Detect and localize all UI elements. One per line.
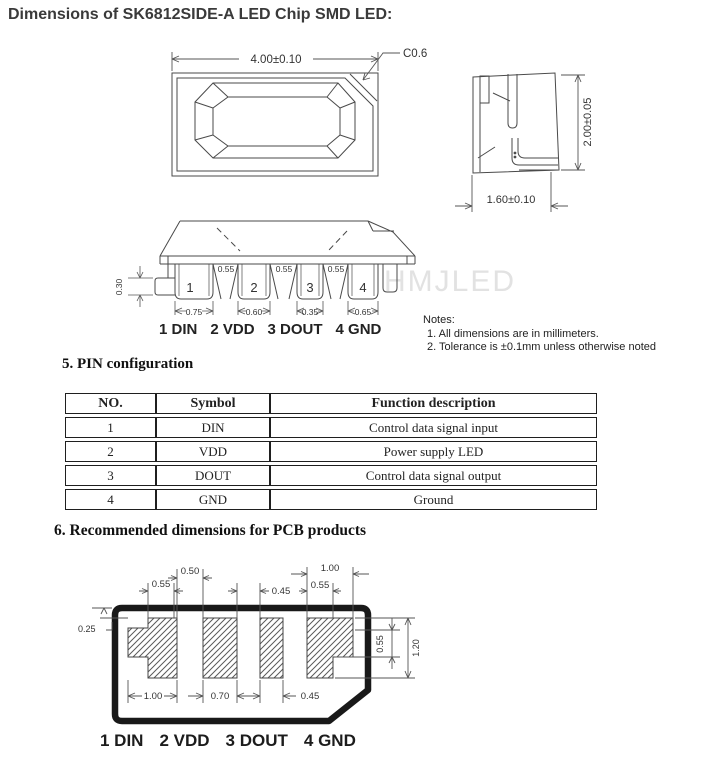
page-title: Dimensions of SK6812SIDE-A LED Chip SMD LED:: [8, 6, 393, 23]
section-5-heading: 5. PIN configuration: [62, 356, 194, 372]
pcb-bottom-dim-045: 0.45: [300, 691, 320, 702]
front-view-bottom-dim-4: 0.65: [354, 307, 372, 317]
pcb-label-din: 1 DIN: [100, 731, 144, 750]
section-6-heading: 6. Recommended dimensions for PCB products: [54, 522, 367, 539]
table-row: [65, 489, 597, 510]
front-view-pin-3: 3: [306, 280, 314, 295]
pcb-top-dim-050: 0.50: [180, 566, 200, 577]
cell-symbol: DIN: [156, 417, 270, 438]
pcb-footprint-drawing: [70, 558, 430, 735]
cell-function: Control data signal output: [270, 465, 597, 486]
pcb-bottom-dim-070: 0.70: [210, 691, 230, 702]
front-view-gap-dim-3: 0.55: [327, 264, 345, 274]
pin-label-vdd: 2 VDD: [210, 321, 255, 338]
pcb-right-dim-120: 1.20: [411, 639, 421, 657]
cell-function: Control data signal input: [270, 417, 597, 438]
header-no: NO.: [65, 393, 156, 414]
front-view-body: [155, 221, 415, 299]
pad-4: [307, 618, 353, 678]
pcb-pin-labels: [100, 731, 356, 751]
cell-no: 3: [65, 465, 156, 486]
cell-no: 1: [65, 417, 156, 438]
pcb-top-dim-100: 1.00: [320, 563, 340, 574]
header-function: Function description: [270, 393, 597, 414]
pcb-top-dim-045: 0.45: [271, 586, 291, 597]
pad-3: [260, 618, 283, 678]
cell-no: 4: [65, 489, 156, 510]
front-view-pin-1: 1: [186, 280, 194, 295]
pcb-label-dout: 3 DOUT: [225, 731, 288, 750]
front-view-pin-4: 4: [359, 280, 367, 295]
pin-label-dout: 3 DOUT: [267, 321, 323, 338]
front-view-gap-dim-2: 0.55: [275, 264, 293, 274]
note-1: 1. All dimensions are in millimeters.: [427, 327, 599, 340]
pcb-top-dim-055-left: 0.55: [151, 579, 171, 590]
cell-symbol: GND: [156, 489, 270, 510]
front-view-bottom-dim-3: 0.35: [301, 307, 319, 317]
notes-heading: Notes:: [423, 314, 455, 326]
pcb-pads: [128, 618, 353, 678]
cell-function: Ground: [270, 489, 597, 510]
cell-symbol: DOUT: [156, 465, 270, 486]
side-view-height-dim: 2.00±0.05: [582, 97, 594, 147]
pcb-right-dim-055: 0.55: [375, 635, 385, 653]
cell-no: 2: [65, 441, 156, 462]
note-2: 2. Tolerance is ±0.1mm unless otherwise noted: [427, 341, 657, 353]
side-view-outline: [473, 73, 559, 173]
top-view-outline: [172, 73, 378, 176]
top-view-chamfer-label: C0.6: [403, 48, 428, 60]
table-row: [65, 417, 597, 438]
table-header-row: [65, 393, 597, 414]
front-view-drawing: [110, 212, 445, 324]
front-view-left-dim: 0.30: [114, 278, 124, 296]
pcb-top-dim-055-right: 0.55: [310, 580, 330, 591]
table-row: [65, 465, 597, 486]
header-symbol: Symbol: [156, 393, 270, 414]
cell-function: Power supply LED: [270, 441, 597, 462]
front-view-pin-labels: [159, 321, 381, 338]
cell-symbol: VDD: [156, 441, 270, 462]
pin-configuration-table: [65, 390, 597, 513]
watermark-text: HMJLED: [384, 265, 517, 298]
side-view-dimension-lines: [455, 75, 585, 212]
pcb-left-dim-025: 0.25: [78, 624, 96, 634]
pin-label-gnd: 4 GND: [335, 321, 382, 338]
pad-1: [128, 618, 177, 678]
front-view-pin-2: 2: [250, 280, 258, 295]
front-view-bottom-dim-1: 0.75: [185, 307, 203, 317]
side-view-width-dim: 1.60±0.10: [486, 194, 536, 206]
top-view-width-dim: 4.00±0.10: [250, 54, 302, 66]
top-view-drawing: [155, 40, 445, 195]
pin-label-din: 1 DIN: [159, 321, 198, 338]
pcb-bottom-dim-100: 1.00: [143, 691, 163, 702]
pad-2: [203, 618, 237, 678]
notes-block: [423, 314, 656, 355]
pcb-label-vdd: 2 VDD: [159, 731, 210, 750]
side-view-drawing: [455, 60, 645, 220]
front-view-bottom-dim-2: 0.60: [245, 307, 263, 317]
table-row: [65, 441, 597, 462]
front-view-gap-dim-1: 0.55: [217, 264, 235, 274]
pcb-label-gnd: 4 GND: [303, 731, 356, 750]
